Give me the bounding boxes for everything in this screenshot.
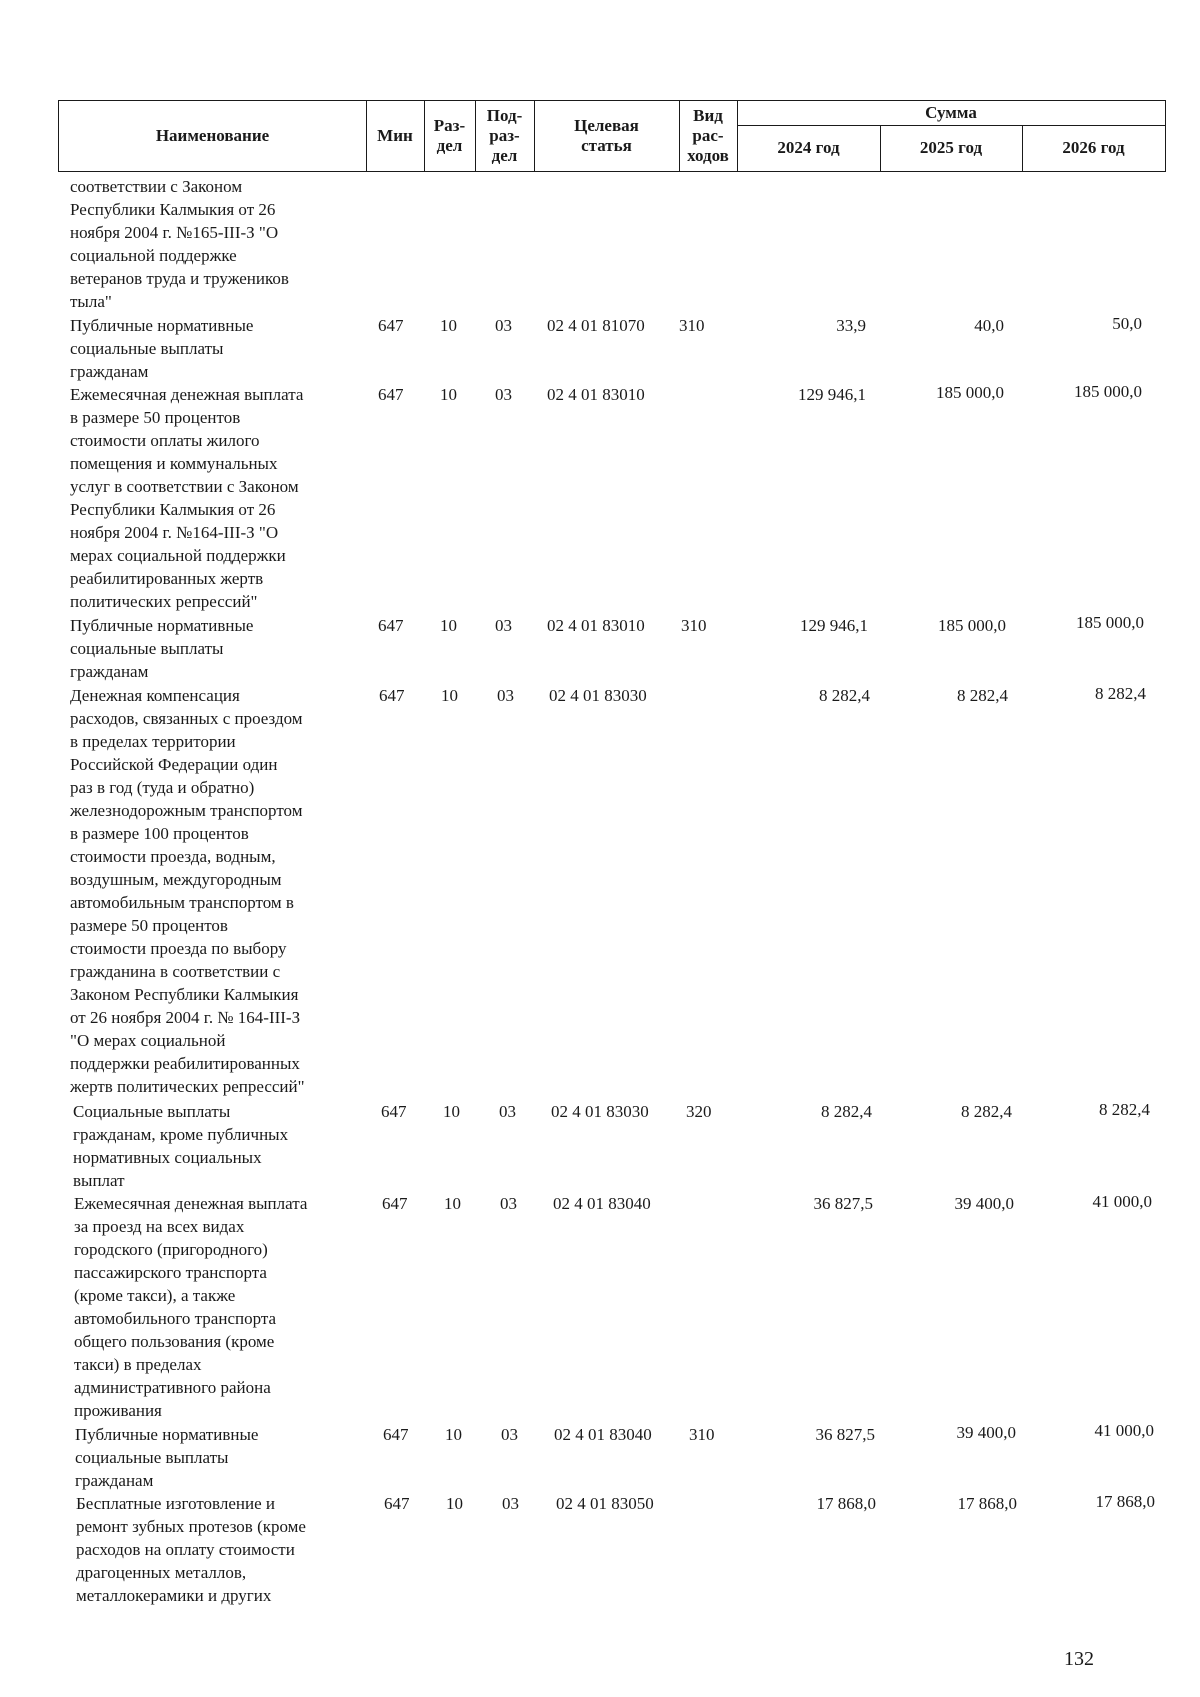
row-sum-2024: 129 946,1 xyxy=(800,616,868,635)
header-year-2026: 2026 год xyxy=(1062,138,1125,157)
row-vid-rashodov: 310 xyxy=(681,616,707,635)
row-celevaya-statya: 02 4 01 83030 xyxy=(551,1102,649,1121)
row-sum-2026: 8 282,4 xyxy=(1095,684,1146,703)
header-min: Мин xyxy=(377,126,413,145)
row-name: Денежная компенсация расходов, связанных с проездом в пределах территории Российской Федерации один раз в год (туда и обратно) железнодорожным транспортом в размере 100 процентов стоимости проезда, водным, воздушным, междугородным автомобильным транспортом в размере 50 процентов стоимости проезда по выбору гражданина в соответствии с Законом Республики Калмыкия от 26 ноября 2004 г. № 164-III-З "О мерах социальной поддержки реабилитированных жертв политических репрессий" xyxy=(70,686,305,1096)
header-vid-rashodov: Вид рас- ходов xyxy=(687,106,729,165)
row-podrazdel: 03 xyxy=(500,1194,517,1213)
row-vid-rashodov: 320 xyxy=(686,1102,712,1121)
header-podrazdel: Под- раз- дел xyxy=(486,106,523,165)
row-podrazdel: 03 xyxy=(495,385,512,404)
header-razdel: Раз- дел xyxy=(433,116,466,155)
row-sum-2024: 36 827,5 xyxy=(815,1425,875,1444)
header-celevaya-statya: Целевая статья xyxy=(574,116,639,155)
row-sum-2026: 185 000,0 xyxy=(1076,613,1144,632)
row-min: 647 xyxy=(378,385,404,404)
row-sum-2026: 185 000,0 xyxy=(1074,382,1142,401)
row-min: 647 xyxy=(382,1194,408,1213)
row-sum-2025: 40,0 xyxy=(974,316,1004,335)
row-celevaya-statya: 02 4 01 83050 xyxy=(556,1494,654,1513)
row-razdel: 10 xyxy=(440,385,457,404)
row-razdel: 10 xyxy=(443,1102,460,1121)
header-name: Наименование xyxy=(155,126,270,145)
header-year-2025: 2025 год xyxy=(919,138,983,157)
row-min: 647 xyxy=(378,616,404,635)
row-sum-2024: 17 868,0 xyxy=(816,1494,876,1513)
row-min: 647 xyxy=(378,316,404,335)
row-razdel: 10 xyxy=(446,1494,463,1513)
row-sum-2024: 33,9 xyxy=(836,316,866,335)
row-name: Публичные нормативные социальные выплаты гражданам xyxy=(70,316,254,381)
row-celevaya-statya: 02 4 01 83040 xyxy=(553,1194,651,1213)
row-min: 647 xyxy=(379,686,405,705)
row-sum-2024: 8 282,4 xyxy=(819,686,870,705)
row-podrazdel: 03 xyxy=(495,616,512,635)
row-vid-rashodov: 310 xyxy=(689,1425,715,1444)
row-sum-2025: 39 400,0 xyxy=(956,1423,1016,1442)
row-min: 647 xyxy=(383,1425,409,1444)
row-razdel: 10 xyxy=(441,686,458,705)
row-podrazdel: 03 xyxy=(499,1102,516,1121)
row-sum-2026: 50,0 xyxy=(1112,314,1142,333)
row-sum-2025: 185 000,0 xyxy=(936,383,1004,402)
row-razdel: 10 xyxy=(445,1425,462,1444)
row-name: Ежемесячная денежная выплата в размере 50 процентов стоимости оплаты жилого помещения и коммунальных услуг в соответствии с Законом Республики Калмыкия от 26 ноября 2004 г. №164-III-З "О мерах социальной поддержки реабилитированных жертв политических репрессий" xyxy=(70,385,304,611)
row-name: Ежемесячная денежная выплата за проезд на всех видах городского (пригородного) пассажирского транспорта (кроме такси), а также автомобильного транспорта общего пользования (кроме такси) в пределах административного района проживания xyxy=(74,1194,308,1420)
row-name: Публичные нормативные социальные выплаты гражданам xyxy=(70,616,254,681)
row-sum-2026: 41 000,0 xyxy=(1092,1192,1152,1211)
row-razdel: 10 xyxy=(444,1194,461,1213)
row-sum-2026: 41 000,0 xyxy=(1094,1421,1154,1440)
row-celevaya-statya: 02 4 01 83040 xyxy=(554,1425,652,1444)
row-name: Публичные нормативные социальные выплаты гражданам xyxy=(75,1425,259,1490)
row-sum-2024: 129 946,1 xyxy=(798,385,866,404)
row-podrazdel: 03 xyxy=(497,686,514,705)
row-min: 647 xyxy=(381,1102,407,1121)
page-number: 132 xyxy=(1064,1648,1094,1670)
table-header xyxy=(58,100,1166,172)
row-min: 647 xyxy=(384,1494,410,1513)
row-sum-2025: 185 000,0 xyxy=(938,616,1006,635)
row-razdel: 10 xyxy=(440,616,457,635)
row-celevaya-statya: 02 4 01 83010 xyxy=(547,616,645,635)
row-sum-2025: 39 400,0 xyxy=(954,1194,1014,1213)
row-razdel: 10 xyxy=(440,316,457,335)
row-name: соответствии с Законом Республики Калмыкия от 26 ноября 2004 г. №165-III-З "О социальной поддержке ветеранов труда и тружеников тыла" xyxy=(70,177,289,311)
header-year-2024: 2024 год xyxy=(777,138,840,157)
row-sum-2024: 36 827,5 xyxy=(813,1194,873,1213)
row-podrazdel: 03 xyxy=(502,1494,519,1513)
row-celevaya-statya: 02 4 01 83030 xyxy=(549,686,647,705)
row-sum-2025: 17 868,0 xyxy=(957,1494,1017,1513)
row-sum-2024: 8 282,4 xyxy=(821,1102,872,1121)
row-sum-2026: 17 868,0 xyxy=(1095,1492,1155,1511)
row-celevaya-statya: 02 4 01 81070 xyxy=(547,316,645,335)
row-name: Социальные выплаты гражданам, кроме публичных нормативных социальных выплат xyxy=(73,1102,289,1190)
row-sum-2026: 8 282,4 xyxy=(1099,1100,1150,1119)
row-sum-2025: 8 282,4 xyxy=(961,1102,1012,1121)
row-vid-rashodov: 310 xyxy=(679,316,705,335)
row-name: Бесплатные изготовление и ремонт зубных протезов (кроме расходов на оплату стоимости драгоценных металлов, металлокерамики и других xyxy=(76,1494,306,1605)
header-summa: Сумма xyxy=(925,103,977,122)
row-podrazdel: 03 xyxy=(501,1425,518,1444)
row-podrazdel: 03 xyxy=(495,316,512,335)
row-sum-2025: 8 282,4 xyxy=(957,686,1008,705)
row-celevaya-statya: 02 4 01 83010 xyxy=(547,385,645,404)
